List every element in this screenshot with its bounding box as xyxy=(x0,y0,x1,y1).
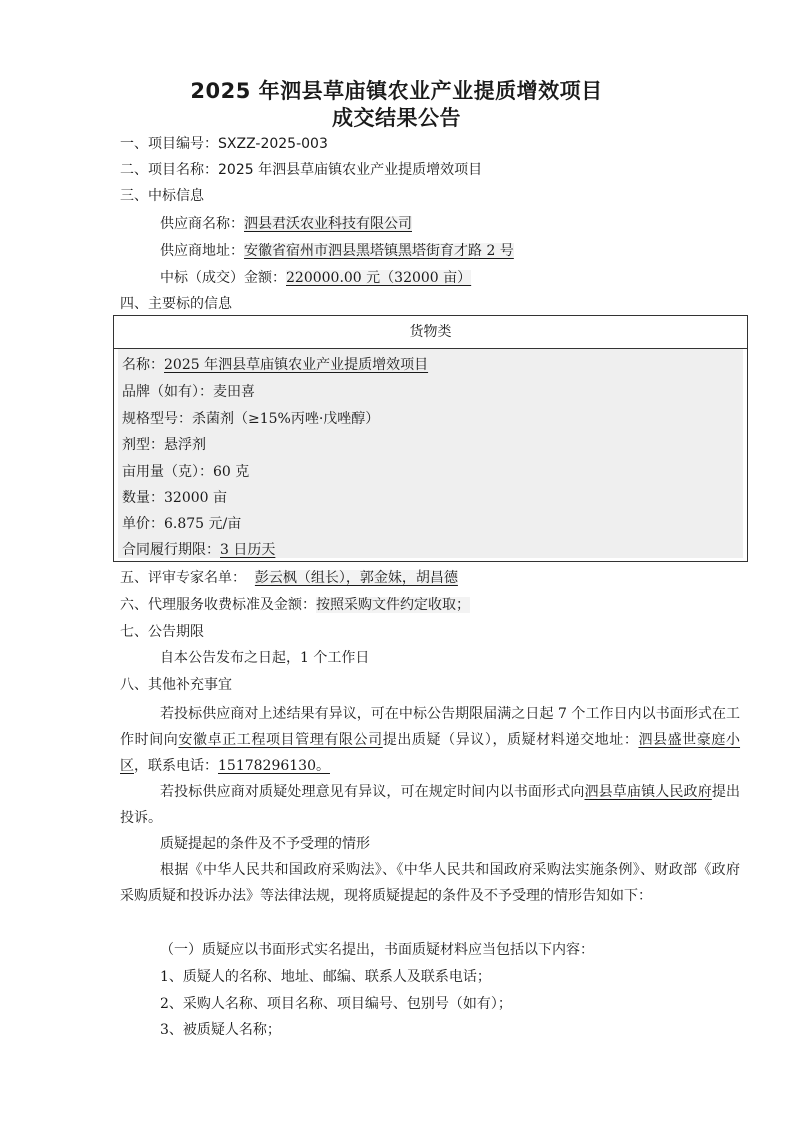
list-item: 3、被质疑人名称； xyxy=(160,1022,281,1038)
objection-paragraph xyxy=(120,701,740,779)
supplier-name: 泗县君沃农业科技有限公司 xyxy=(244,216,412,232)
section-label: 七、公告期限 xyxy=(120,624,204,640)
project-number: SXZZ-2025-003 xyxy=(218,136,328,152)
contract-period-row xyxy=(122,540,275,560)
section-label: 三、中标信息 xyxy=(120,188,204,204)
section-label: 六、代理服务收费标准及金额： xyxy=(120,597,316,613)
goods-spec: 规格型号：杀菌剂（≥15%丙唑·戊唑醇） xyxy=(122,411,380,427)
complaint-paragraph xyxy=(120,779,740,831)
expert-list: 彭云枫（组长），郭金妹，胡昌德 xyxy=(254,570,458,586)
field-label: 供应商地址： xyxy=(160,243,244,259)
section-winner-info xyxy=(120,186,204,206)
supplier-address: 安徽省宿州市泗县黑塔镇黑塔街育才路 2 号 xyxy=(244,243,514,259)
goods-brand: 品牌（如有）：麦田喜 xyxy=(122,384,255,400)
section-other-matters xyxy=(120,675,232,695)
goods-quantity: 数量：32000 亩 xyxy=(122,490,227,506)
objection-conditions-heading: 质疑提起的条件及不予受理的情形 xyxy=(160,836,370,852)
section-label: 四、主要标的信息 xyxy=(120,296,232,312)
written-objection-rule: （一）质疑应以书面形式实名提出，书面质疑材料应当包括以下内容： xyxy=(160,942,594,958)
goods-table-header: 货物类 xyxy=(114,316,747,349)
notice-period-text: 自本公告发布之日起，1 个工作日 xyxy=(160,650,370,666)
goods-unit-price: 单价：6.875 元/亩 xyxy=(122,516,242,532)
goods-table-body xyxy=(118,349,743,558)
section-label: 二、项目名称： xyxy=(120,162,218,178)
paragraph-text: 若投标供应商对上述结果有异议，可在中标公告期限届满之日起 7 个工作日内以书面形式在工作时间向 xyxy=(120,706,740,748)
goods-name-row xyxy=(122,355,428,375)
paragraph-text: 提出投诉。 xyxy=(120,784,741,826)
section-project-number xyxy=(120,134,328,154)
submission-address: 泗县盛世豪庭小区 xyxy=(120,732,741,774)
award-amount: 220000.00 元（32000 亩） xyxy=(286,270,472,286)
section-notice-period xyxy=(120,622,204,642)
field-label: 合同履行期限： xyxy=(122,542,220,558)
agency-name: 安徽卓正工程项目管理有限公司 xyxy=(178,732,383,748)
goods-table xyxy=(113,315,748,562)
section-project-name xyxy=(120,160,482,180)
paragraph-text: 若投标供应商对质疑处理意见有异议，可在规定时间内以书面形式向 xyxy=(160,784,585,800)
field-label: 名称： xyxy=(122,357,164,373)
section-service-fee xyxy=(120,595,470,615)
section-main-items xyxy=(120,294,232,314)
section-label: 五、评审专家名单： xyxy=(120,570,246,586)
title-line-2: 成交结果公告 xyxy=(332,106,461,130)
field-label: 中标（成交）金额： xyxy=(160,270,286,286)
service-fee: 按照采购文件约定收取； xyxy=(316,597,470,613)
title-line-1: 2025 年泗县草庙镇农业产业提质增效项目 xyxy=(190,79,603,103)
goods-dosage-form: 剂型：悬浮剂 xyxy=(122,437,206,453)
section-label: 一、项目编号： xyxy=(120,136,218,152)
contract-period: 3 日历天 xyxy=(220,542,276,558)
field-label: 供应商名称： xyxy=(160,216,244,232)
paragraph-text: 提出质疑（异议），质疑材料递交地址： xyxy=(382,732,639,748)
supplier-name-row xyxy=(160,214,412,234)
legal-basis-paragraph: 根据《中华人民共和国政府采购法》、《中华人民共和国政府采购法实施条例》、财政部《政府采购质疑和投诉办法》等法律法规，现将质疑提起的条件及不予受理的情形告知如下： xyxy=(120,862,740,904)
list-item: 2、采购人名称、项目名称、项目编号、包别号（如有）； xyxy=(160,996,512,1012)
contact-phone: 15178296130。 xyxy=(218,758,330,774)
section-experts xyxy=(120,568,458,588)
paragraph-text: ，联系电话： xyxy=(134,758,218,774)
goods-name: 2025 年泗县草庙镇农业产业提质增效项目 xyxy=(164,357,429,373)
list-item: 1、质疑人的名称、地址、邮编、联系人及联系电话； xyxy=(160,969,491,985)
project-name: 2025 年泗县草庙镇农业产业提质增效项目 xyxy=(218,162,483,178)
award-amount-row xyxy=(160,268,471,288)
supplier-address-row xyxy=(160,241,514,261)
section-label: 八、其他补充事宜 xyxy=(120,677,232,693)
goods-usage: 亩用量（克）：60 克 xyxy=(122,464,250,480)
government-name: 泗县草庙镇人民政府 xyxy=(584,784,712,800)
